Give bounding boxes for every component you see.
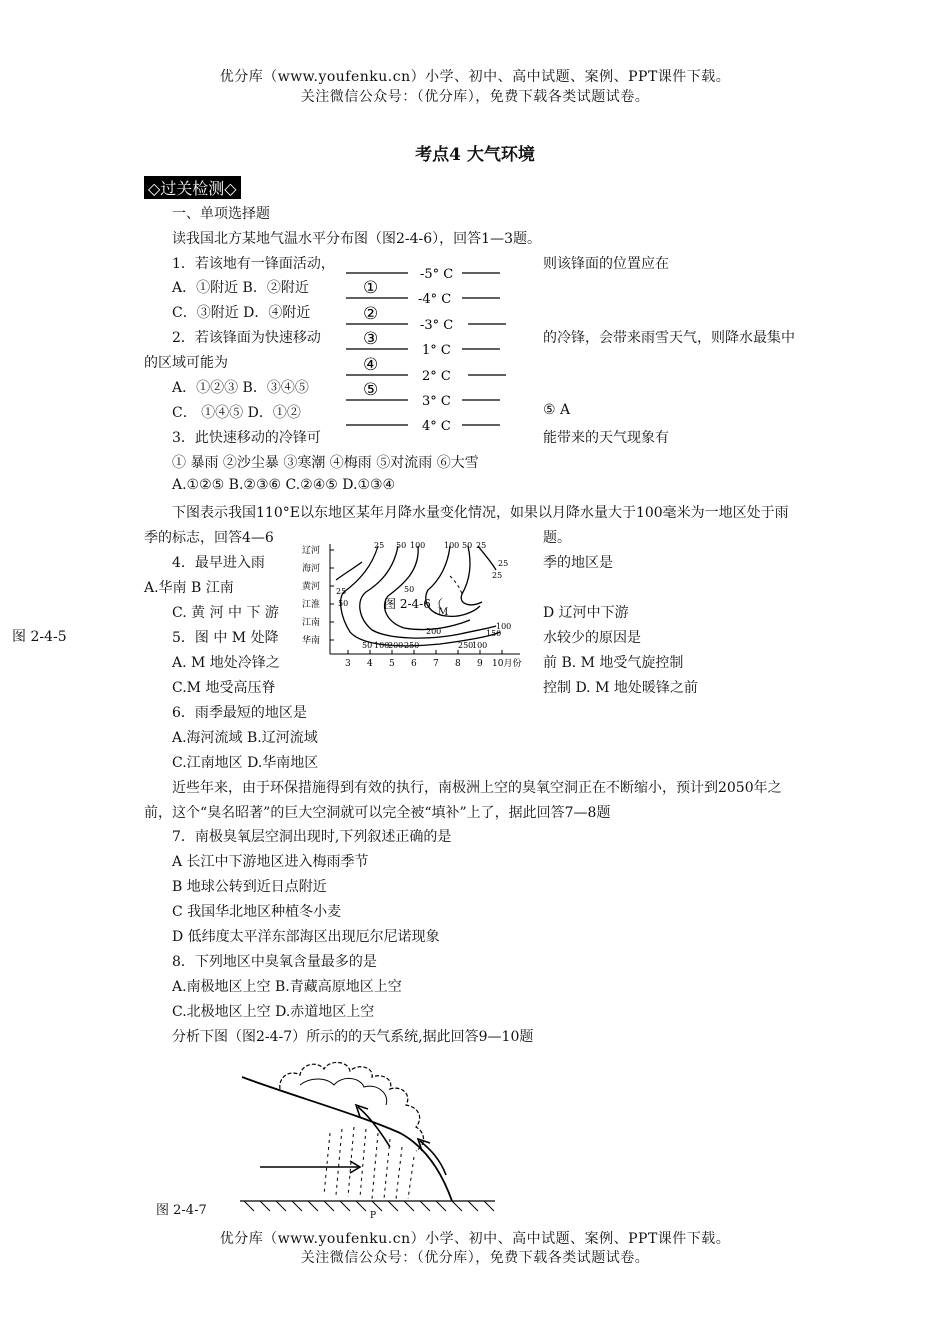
isotherm-label: 4° C [422, 419, 451, 434]
isotherm-label: 2° C [422, 369, 451, 384]
q5-option-a: A. M 地处冷锋之 [172, 655, 280, 671]
footer-line-1: 优分库（www.youfenku.cn）小学、初中、高中试题、案例、PPT课件下载。 [219, 1231, 731, 1247]
month-tick: 5 [389, 659, 395, 669]
q4-stem-left: 4．最早进入雨 [172, 555, 265, 571]
q1-stem-left: 1．若该地有一锋面活动， [172, 256, 335, 272]
q2-options-ab: A．①②③ B．③④⑤ [172, 380, 309, 396]
contour-label: 200 [388, 641, 404, 650]
section-banner: ◇过关检测◇ [144, 176, 241, 199]
q8-stem: 8．下列地区中臭氧含量最多的是 [172, 954, 377, 970]
contour-label: 100 [472, 641, 488, 650]
q7-option-d: D 低纬度太平洋东部海区出现厄尔尼诺现象 [172, 929, 440, 945]
isotherm-label: 1° C [422, 343, 451, 358]
section-heading: 一、单项选择题 [172, 206, 270, 222]
region-circle-1: ① [363, 278, 379, 298]
q5-option-c: C.M 地受高压脊 [172, 680, 276, 696]
q2-stem-cont: 的区域可能为 [144, 355, 228, 371]
q1-stem-right: 则该锋面的位置应在 [543, 256, 669, 272]
contour-label: 25 [476, 541, 487, 550]
region-label: 黄河 [302, 582, 321, 592]
intro-q4-6-line2-right: 题。 [543, 530, 571, 546]
isotherm-figure [340, 262, 510, 442]
q5-option-b: 前 B. M 地受气旋控制 [543, 655, 684, 671]
month-tick: 3 [345, 659, 351, 669]
intro-q7-8-line2: 前，这个“臭名昭著”的巨大空洞就可以完全被“填补”上了，据此回答7—8题 [144, 805, 611, 821]
contour-label: 50 [462, 541, 473, 550]
q3-stem-left: 3．此快速移动的冷锋可 [172, 430, 321, 446]
q1-options-ab: A．①附近 B．②附近 [172, 280, 309, 296]
q4-options-ab: A.华南 B 江南 [144, 580, 234, 596]
contour-label: 250 [458, 641, 474, 650]
q3-stem-right: 能带来的天气现象有 [543, 430, 669, 446]
month-tick: 10月份 [492, 659, 522, 669]
q6-options-cd: C.江南地区 D.华南地区 [172, 755, 319, 771]
contour-label: 150 [486, 629, 502, 638]
q6-stem: 6．雨季最短的地区是 [172, 705, 307, 721]
contour-label: 50 [404, 585, 415, 594]
contour-label: 25 [498, 559, 509, 568]
contour-label: 25 [336, 587, 347, 596]
region-label: 江淮 [302, 600, 321, 610]
contour-label: 200 [426, 627, 442, 636]
q7-option-a: A 长江中下游地区进入梅雨季节 [172, 854, 369, 870]
month-tick: 7 [433, 659, 439, 669]
month-tick: 4 [367, 659, 373, 669]
contour-label: 50 [338, 599, 349, 608]
q4-stem-right: 季的地区是 [543, 555, 613, 571]
region-circle-2: ② [363, 304, 379, 324]
contour-label: 100 [496, 622, 512, 631]
intro-q7-8-line1: 近些年来，由于环保措施得到有效的执行，南极洲上空的臭氧空洞正在不断缩小，预计到2050年之 [172, 780, 782, 796]
precipitation-isoline-figure [300, 536, 530, 672]
intro-q1-3: 读我国北方某地气温水平分布图（图2-4-6），回答1—3题。 [172, 231, 541, 247]
contour-label: 25 [374, 541, 385, 550]
q7-stem: 7．南极臭氧层空洞出现时,下列叙述正确的是 [172, 829, 452, 845]
q5-option-d: 控制 D. M 地处暖锋之前 [543, 680, 698, 696]
intro-q9-10: 分析下图（图2-4-7）所示的的天气系统,据此回答9—10题 [172, 1029, 534, 1045]
contour-label: 250 [404, 641, 420, 650]
month-tick: 9 [477, 659, 483, 669]
q4-option-d: D 辽河中下游 [543, 605, 629, 621]
q2-options-tail: ⑤ A [543, 402, 571, 418]
region-label: 华南 [302, 636, 321, 646]
point-p-label: P [370, 1211, 377, 1221]
contour-label: 50 [362, 641, 373, 650]
isotherm-label: -5° C [420, 267, 454, 282]
footer-line-2: 关注微信公众号：（优分库），免费下载各类试题试卷。 [300, 1250, 650, 1266]
q2-options-cd: C． ①④⑤ D．①② [172, 405, 301, 421]
month-tick: 8 [455, 659, 461, 669]
q3-options: A.①②⑤ B.②③⑥ C.②④⑤ D.①③④ [172, 477, 396, 493]
contour-label: 50 [396, 541, 407, 550]
q4-option-c: C. 黄 河 中 下 游 [172, 605, 279, 621]
q2-stem-left: 2．若该锋面为快速移动 [172, 330, 321, 346]
region-circle-5: ⑤ [363, 380, 379, 400]
q5-stem-left: 5．图 中 M 处降 [172, 630, 279, 646]
q1-options-cd: C．③附近 D．④附近 [172, 305, 311, 321]
figure-246-overlay-caption: 图 2-4-6（ [384, 597, 443, 611]
q8-options-ab: A.南极地区上空 B.青藏高原地区上空 [172, 979, 402, 995]
region-label: 辽河 [302, 546, 321, 556]
contour-label: 100 [374, 641, 390, 650]
weather-front-figure [230, 1055, 500, 1225]
month-tick: 6 [411, 659, 417, 669]
region-label: 江南 [302, 618, 321, 628]
q2-stem-right: 的冷锋，会带来雨雪天气，则降水最集中 [543, 330, 795, 346]
contour-label: 100 [410, 541, 426, 550]
figure-247-caption: 图 2-4-7 [156, 1203, 207, 1218]
intro-q4-6-line1: 下图表示我国110°E以东地区某年月降水量变化情况，如果以月降水量大于100毫米为一地区处于雨 [172, 505, 789, 521]
q6-options-ab: A.海河流域 B.辽河流域 [172, 730, 318, 746]
isotherm-label: -4° C [418, 292, 452, 307]
figure-245-caption: 图 2-4-5 [12, 629, 67, 645]
q3-items: ① 暴雨 ②沙尘暴 ③寒潮 ④梅雨 ⑤对流雨 ⑥大雪 [172, 455, 479, 471]
page-title: 考点4 大气环境 [415, 145, 535, 165]
isotherm-label: 3° C [422, 394, 451, 409]
q8-options-cd: C.北极地区上空 D.赤道地区上空 [172, 1004, 375, 1020]
region-circle-4: ④ [363, 355, 379, 375]
header-line-1: 优分库（www.youfenku.cn）小学、初中、高中试题、案例、PPT课件下载。 [219, 69, 731, 85]
q7-option-c: C 我国华北地区种植冬小麦 [172, 904, 342, 920]
contour-label: 25 [492, 571, 503, 580]
region-circle-3: ③ [363, 329, 379, 349]
intro-q4-6-line2-left: 季的标志，回答4—6 [144, 530, 274, 546]
contour-label: 100 [444, 541, 460, 550]
q7-option-b: B 地球公转到近日点附近 [172, 879, 327, 895]
q5-stem-right: 水较少的原因是 [543, 630, 641, 646]
isotherm-label: -3° C [420, 318, 454, 333]
header-line-2: 关注微信公众号：（优分库），免费下载各类试题试卷。 [300, 89, 650, 105]
region-label: 海河 [302, 564, 321, 574]
point-m-label: M [438, 607, 449, 618]
